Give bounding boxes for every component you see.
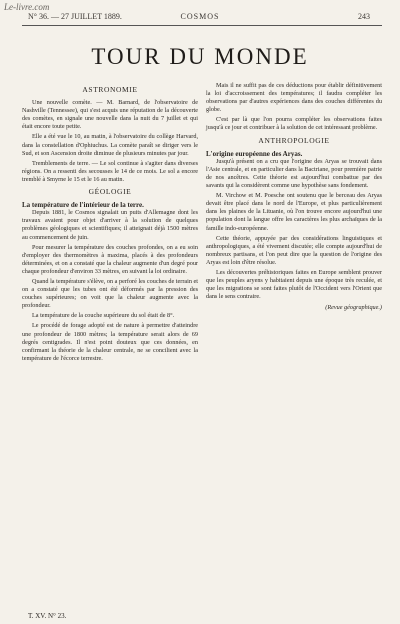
paragraph: Quand la température s'élève, on a perforé les couches de terrain et on a constaté que les tubes ont été déformés par la pression des couches supérieures; on voit que la chaleur augmente avec la profondeur. bbox=[22, 277, 198, 310]
paragraph: Les découvertes préhistoriques faites en Europe semblent prouver que les peuples aryens y habitaient depuis une époque très reculée, et que les migrations se sont faites plutôt de l'Occident vers l'Orient que dans le sens contraire. bbox=[206, 268, 382, 301]
source-credit: (Revue géographique.) bbox=[325, 304, 382, 312]
paragraph: M. Virchow et M. Poesche ont soutenu que le berceau des Aryas devait être placé dans le nord de l'Europe, et plus particulièrement dans les plaines de la Lituanie, où l'on trouve encore aujourd'hui une population dont la langue offre les caractères les plus archaïques de la famille indo-européenne. bbox=[206, 192, 382, 232]
paragraph: Le procédé de forage adopté est de nature à permettre d'atteindre une profondeur de 1800 mètres; la température serait alors de 69 degrés centigrades. Il n'est point douteux que ces données, en confirmant la théorie de la chaleur centrale, ne se concilient avec la température de l'écorce terrestre. bbox=[22, 322, 198, 362]
right-column bbox=[206, 82, 382, 312]
watermark: Le-livre.com bbox=[4, 2, 50, 12]
header-rule bbox=[22, 25, 382, 26]
page-title: TOUR DU MONDE bbox=[91, 44, 309, 69]
paragraph: Cette théorie, appuyée par des considérations linguistiques et anthropologiques, a été vivement discutée; elle compte aujourd'hui de nombreux partisans, et l'on peut dire que la question de l'origine des Aryas est loin d'être résolue. bbox=[206, 234, 382, 266]
section-heading-astronomie: ASTRONOMIE bbox=[82, 85, 138, 94]
left-column bbox=[22, 82, 198, 365]
running-head bbox=[0, 10, 400, 24]
article-title: La température de l'intérieur de la terre. bbox=[22, 201, 144, 210]
paragraph: Tremblements de terre. — Le sol continue à s'agiter dans diverses régions. On a ressenti des secousses le 14 de ce mois. Le sol a encore tremblé à Smyrne le 15 et le 16 au matin. bbox=[22, 159, 198, 183]
section-heading-anthropologie: ANTHROPOLOGIE bbox=[258, 135, 330, 145]
issue-date: N° 36. — 27 JUILLET 1889. bbox=[28, 12, 122, 21]
page-footer-signature: T. XV. N° 23. bbox=[28, 612, 67, 620]
journal-name: COSMOS bbox=[180, 12, 220, 21]
paragraph: Jusqu'à présent on a cru que l'origine des Aryas se trouvait dans l'Asie centrale, et en particulier dans la Bactriane, pour première patrie de nos ancêtres. Cette théorie est aujourd'hui combattue par des savants qui la considèrent comme une hypothèse sans fondement. bbox=[206, 157, 382, 190]
paragraph: La température de la couche supérieure du sol était de 8°. bbox=[32, 312, 175, 320]
paragraph: Elle a été vue le 10, au matin, à l'observatoire du collège Harvard, dans la constellation d'Ophiuchus. La comète paraît se diriger vers le Sud, et son Ascension droite diminue de plusieurs minutes par jour. bbox=[22, 133, 198, 157]
paragraph: Pour mesurer la température des couches profondes, on a eu soin d'employer des thermomètres à maxima, placés à des profondeurs déterminées, et on a constaté que la chaleur augmente d'un degré pour chaque profondeur d'environ 33 mètres, en suivant la loi ordinaire. bbox=[22, 243, 198, 275]
paragraph: C'est par là que l'on pourra compléter les observations faites jusqu'à ce jour et contribuer à la solution de cet intéressant problème. bbox=[206, 116, 382, 132]
paragraph: Depuis 1881, le Cosmos signalait un puits d'Allemagne dont les travaux avaient pour objet d'arriver à la solution de quelques problèmes géologiques et scientifiques; il atteignait déjà 1500 mètres au commencement de juin. bbox=[22, 209, 198, 241]
page-number: 243 bbox=[358, 12, 370, 21]
paragraph: Une nouvelle comète. — M. Barnard, de l'observatoire de Nashville (Tennessee), qui s'est acquis une réputation de la découverte des comètes, en signale une nouvelle dans la nuit du 7 juillet et qui était encore toute petite. bbox=[22, 99, 198, 131]
section-heading-geologie: GÉOLOGIE bbox=[88, 187, 132, 197]
paragraph: Mais il ne suffit pas de ces déductions pour établir définitivement la loi d'accroissement des températures; il faudra compléter les observations par d'autres expériences dans des couches différentes du globe. bbox=[206, 82, 382, 114]
article-title: L'origine européenne des Aryas. bbox=[206, 149, 303, 158]
